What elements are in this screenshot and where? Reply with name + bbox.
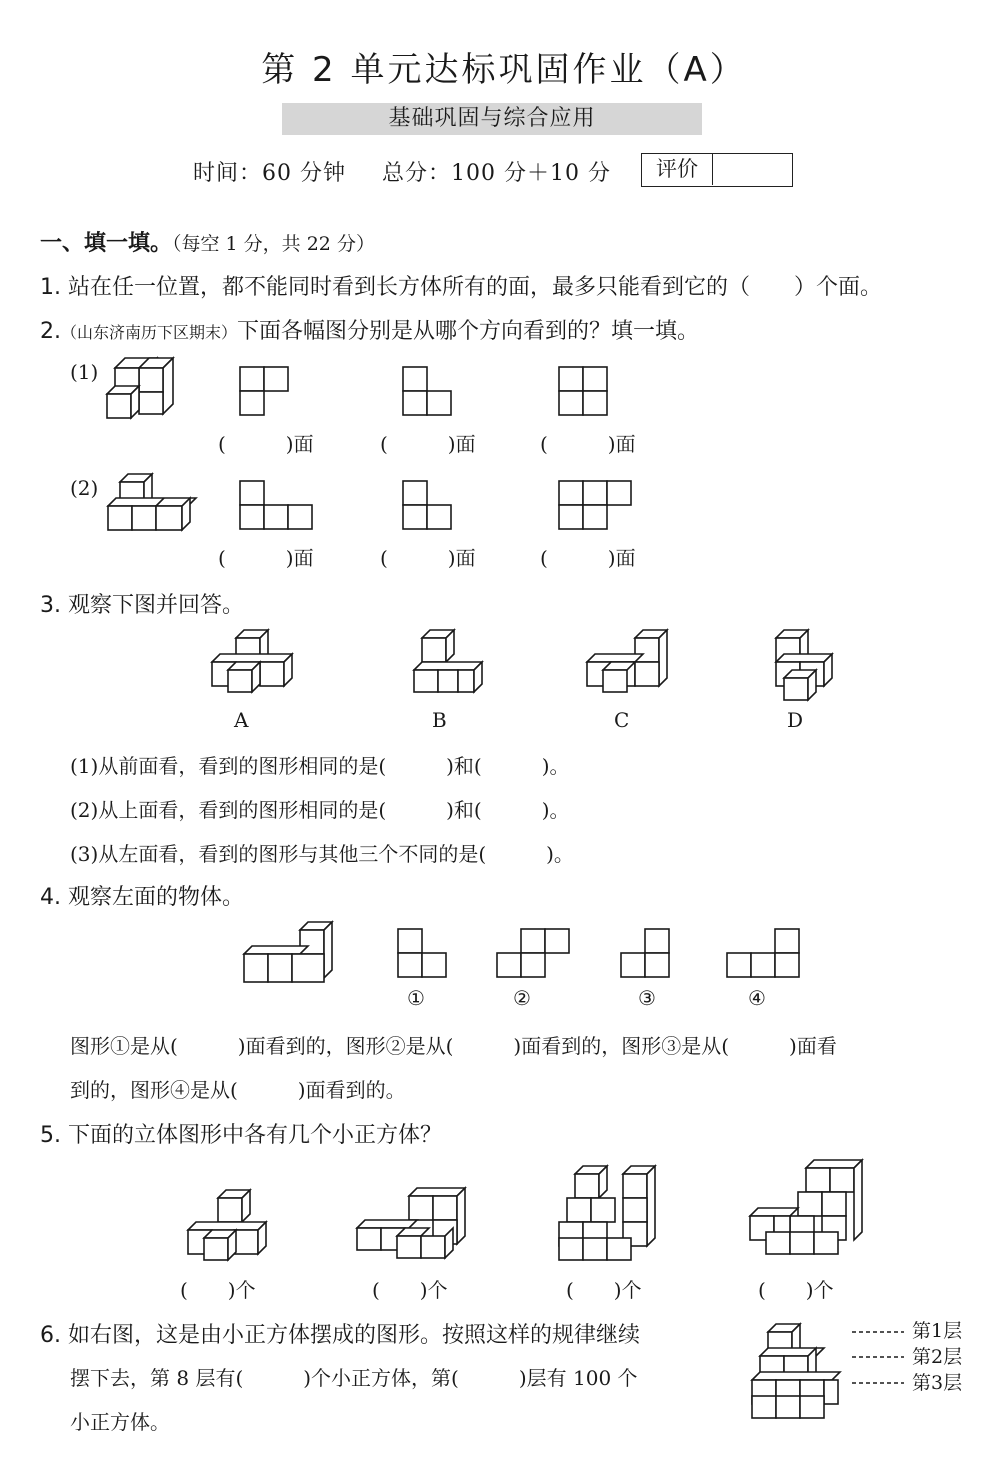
q6-layer-pointers <box>850 1320 910 1400</box>
q3-label-d: D <box>787 708 804 732</box>
page-title: 第 2 单元达标巩固作业（A） <box>261 50 747 90</box>
evaluation-box[interactable] <box>641 153 793 187</box>
question-3: 3. 观察下图并回答。 <box>40 593 244 618</box>
q4-view-1 <box>397 928 447 978</box>
question-2-number: 2. <box>40 319 61 344</box>
q2-1-view-b <box>402 366 452 416</box>
q5-answer-3[interactable]: ( )个 <box>566 1278 642 1302</box>
q3-figure-c <box>585 628 671 694</box>
question-6-line-2: 摆下去，第 8 层有( )个小正方体，第( )层有 100 个 <box>70 1366 638 1390</box>
q4-solid-figure <box>242 920 336 988</box>
q2-2-answer-b[interactable]: ( )面 <box>380 546 476 570</box>
question-2-text: 下面各幅图分别是从哪个方向看到的？填一填。 <box>237 319 700 344</box>
q5-figure-1 <box>184 1188 270 1264</box>
q2-sub-1-label: (1) <box>70 360 99 384</box>
question-4: 4. 观察左面的物体。 <box>40 885 244 910</box>
q2-2-answer-c[interactable]: ( )面 <box>540 546 636 570</box>
q3-part-2: (2)从上面看，看到的图形相同的是( )和( )。 <box>70 798 570 822</box>
q2-2-answer-a[interactable]: ( )面 <box>218 546 314 570</box>
question-2-source: （山东济南历下区期末） <box>61 323 238 342</box>
q2-2-view-a <box>239 480 313 530</box>
question-6-line-3: 小正方体。 <box>70 1410 170 1434</box>
time-limit: 时间：60 分钟 <box>193 161 346 186</box>
q6-layer-3-label: 第3层 <box>912 1372 963 1394</box>
q2-1-answer-c[interactable]: ( )面 <box>540 432 636 456</box>
section-heading <box>40 226 375 257</box>
q3-part-3: (3)从左面看，看到的图形与其他三个不同的是( )。 <box>70 842 574 866</box>
q2-2-view-b <box>402 480 452 530</box>
q4-label-3: ③ <box>638 986 656 1010</box>
question-1: 1. 站在任一位置，都不能同时看到长方体所有的面，最多只能看到它的（ ）个面。 <box>40 275 882 300</box>
q4-label-4: ④ <box>748 986 766 1010</box>
q5-figure-4 <box>748 1158 864 1258</box>
q4-view-3 <box>620 928 670 978</box>
q4-answer-line-1: 图形①是从( )面看到的，图形②是从( )面看到的，图形③是从( )面看 <box>70 1034 837 1058</box>
subtitle-banner: 基础巩固与综合应用 <box>282 103 702 135</box>
q3-label-b: B <box>432 708 447 732</box>
question-2 <box>40 314 699 345</box>
question-5: 5. 下面的立体图形中各有几个小正方体？ <box>40 1123 442 1148</box>
section-label: 一、填一填。 <box>40 231 173 256</box>
section-note: （每空 1 分，共 22 分） <box>172 233 375 255</box>
q2-2-solid-figure <box>106 472 198 540</box>
evaluation-label: 评价 <box>642 154 713 185</box>
q3-label-a: A <box>234 708 249 732</box>
total-score: 总分：100 分＋10 分 <box>382 161 611 186</box>
q2-1-cubes <box>107 358 173 418</box>
q2-1-answer-a[interactable]: ( )面 <box>218 432 314 456</box>
q4-label-2: ② <box>513 986 531 1010</box>
q5-answer-4[interactable]: ( )个 <box>758 1278 834 1302</box>
q6-layer-1-label: 第1层 <box>912 1320 963 1342</box>
q2-sub-2-label: (2) <box>70 476 99 500</box>
q2-2-view-c <box>558 480 632 530</box>
q4-label-1: ① <box>407 986 425 1010</box>
q5-answer-1[interactable]: ( )个 <box>180 1278 256 1302</box>
q5-figure-3 <box>557 1164 657 1264</box>
q5-figure-2 <box>355 1186 471 1262</box>
q6-layer-2-label: 第2层 <box>912 1346 963 1368</box>
q3-label-c: C <box>614 708 630 732</box>
q4-view-4 <box>726 928 800 978</box>
q2-1-view-c <box>558 366 608 416</box>
q4-view-2 <box>496 928 570 978</box>
q3-figure-b <box>410 628 484 694</box>
q5-answer-2[interactable]: ( )个 <box>372 1278 448 1302</box>
q4-answer-line-2: 到的，图形④是从( )面看到的。 <box>70 1078 406 1102</box>
q2-1-view-a <box>239 366 289 416</box>
q2-1-solid-figure <box>105 358 175 424</box>
q3-part-1: (1)从前面看，看到的图形相同的是( )和( )。 <box>70 754 570 778</box>
q2-1-answer-b[interactable]: ( )面 <box>380 432 476 456</box>
q3-figure-a <box>208 628 294 694</box>
question-6-line-1: 6. 如右图，这是由小正方体摆成的图形。按照这样的规律继续 <box>40 1323 640 1348</box>
q3-figure-d <box>772 628 834 702</box>
q6-staircase-figure <box>750 1322 850 1422</box>
